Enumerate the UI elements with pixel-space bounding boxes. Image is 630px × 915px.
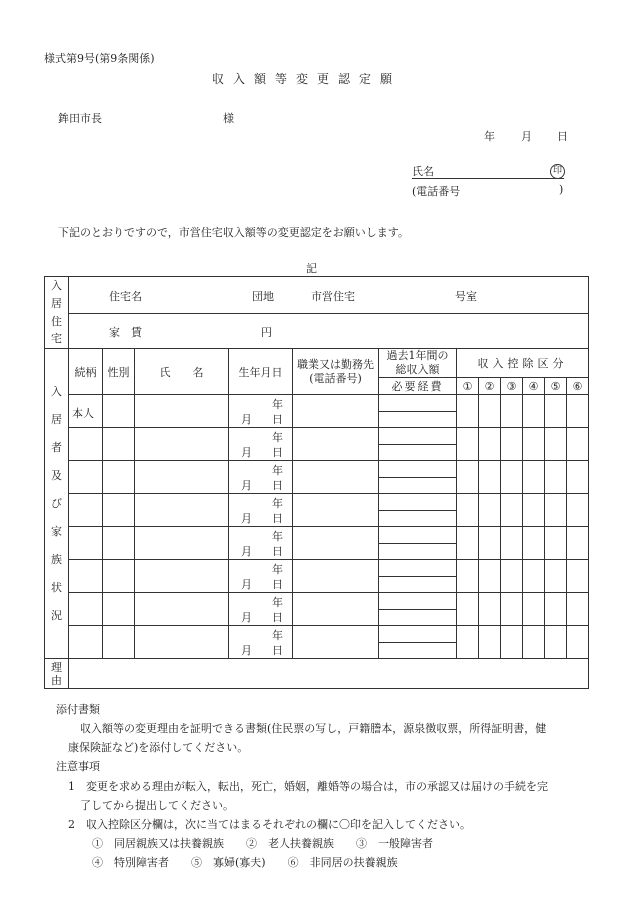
yen-label: 円 [261,326,272,339]
seal-icon: 印 [550,163,565,179]
expense-cell[interactable] [379,543,457,560]
deduction-cell[interactable] [479,461,501,494]
shiei-label: 市営住宅 [311,290,355,303]
room-label: 号室 [455,290,477,303]
name-cell[interactable] [135,527,229,560]
sex-cell[interactable] [103,527,135,560]
table-row [45,626,589,643]
house-name-label: 住宅名 [109,290,142,303]
deduction-cell[interactable] [567,395,589,428]
job-cell[interactable] [293,560,379,593]
name-cell[interactable] [135,560,229,593]
deduction-cell[interactable] [523,428,545,461]
deduction-cell[interactable] [567,560,589,593]
col-birth: 生年月日 [229,349,293,395]
job-cell[interactable] [293,461,379,494]
ki-label: 記 [306,262,317,275]
form-number: 様式第9号(第9条関係) [44,52,155,65]
sex-cell[interactable] [103,560,135,593]
phone-close: ) [559,183,564,196]
reason-label: 理由 [45,659,69,689]
name-cell[interactable] [135,626,229,659]
table-row [45,395,589,412]
sex-cell[interactable] [103,395,135,428]
relation-cell[interactable] [69,461,103,494]
name-cell[interactable] [135,461,229,494]
job-cell[interactable] [293,428,379,461]
income-cell[interactable] [379,560,457,577]
application-table [44,276,589,689]
residence-section-label: 入居住宅 [45,277,69,349]
deduction-cell[interactable] [479,593,501,626]
date-year: 年 [484,130,495,143]
sex-cell[interactable] [103,593,135,626]
applicant-name-field[interactable] [412,163,564,179]
name-cell[interactable] [135,593,229,626]
table-row [45,527,589,544]
name-cell[interactable] [135,428,229,461]
deduction-cell[interactable] [523,395,545,428]
expense-cell[interactable] [379,576,457,593]
deduction-cell[interactable] [457,395,479,428]
attach-heading: 添付書類 [56,703,100,716]
rent-label: 家 賃 [109,326,142,339]
col-job: 職業又は勤務先 (電話番号) [293,349,379,395]
form-title: 収入額等変更認定願 [212,72,402,86]
job-cell[interactable] [293,527,379,560]
deduction-cell[interactable] [567,461,589,494]
deduction-cell[interactable] [457,593,479,626]
relation-cell[interactable] [69,626,103,659]
caution-1a: 1 変更を求める理由が転入，転出，死亡，婚姻，離婚等の場合は，市の承認又は届けの手続を完 [68,780,548,793]
deduction-cell[interactable] [545,626,567,659]
deduction-col-6: ⑥ [567,378,589,395]
income-cell[interactable] [379,494,457,511]
deduction-cell[interactable] [501,527,523,560]
deduction-cell[interactable] [567,626,589,659]
phone-label: (電話番号 [412,185,461,198]
deduction-cell[interactable] [523,626,545,659]
birth-cell[interactable]: 年 月 日 [229,461,293,494]
deduction-col-5: ⑤ [545,378,567,395]
col-income: 過去1年間の 総収入額 [379,349,457,378]
house-name-cell[interactable] [69,277,589,314]
deduction-cell[interactable] [501,626,523,659]
deduction-cell[interactable] [545,395,567,428]
birth-cell[interactable]: 年 月 日 [229,593,293,626]
caution-2: 2 収入控除区分欄は，次に当てはまるそれぞれの欄に〇印を記入してください。 [68,818,471,831]
deduction-cell[interactable] [479,494,501,527]
job-cell[interactable] [293,593,379,626]
name-cell[interactable] [135,494,229,527]
deduction-cell[interactable] [567,494,589,527]
addressee-suffix: 様 [223,112,234,125]
deduction-cell[interactable] [523,560,545,593]
family-section-label: 入居者及び家族状況 [45,349,69,659]
deduction-cell[interactable] [567,428,589,461]
name-cell[interactable] [135,395,229,428]
deduction-cell[interactable] [479,560,501,593]
deduction-cell[interactable] [545,461,567,494]
relation-cell[interactable] [69,494,103,527]
expense-cell[interactable] [379,444,457,461]
deduction-cell[interactable] [457,428,479,461]
expense-cell[interactable] [379,609,457,626]
sex-cell[interactable] [103,626,135,659]
col-name: 氏 名 [135,349,229,395]
deduction-cell[interactable] [501,428,523,461]
deduction-col-4: ④ [523,378,545,395]
deduction-cell[interactable] [545,428,567,461]
date-day: 日 [557,130,568,143]
deduction-cell[interactable] [501,494,523,527]
deduction-cell[interactable] [545,593,567,626]
reason-field[interactable] [69,659,589,689]
deduction-cell[interactable] [501,395,523,428]
sex-cell[interactable] [103,494,135,527]
deduction-cell[interactable] [501,461,523,494]
deduction-col-1: ① [457,378,479,395]
deduction-cell[interactable] [545,560,567,593]
rent-cell[interactable] [69,314,589,349]
deduction-cell[interactable] [479,428,501,461]
deduction-cell[interactable] [523,461,545,494]
income-cell[interactable] [379,428,457,445]
income-cell[interactable] [379,593,457,610]
deduction-cell[interactable] [501,593,523,626]
birth-cell[interactable]: 年 月 日 [229,626,293,659]
deduction-legend-2: ④ 特別障害者 ⑤ 寡婦(寡夫) ⑥ 非同居の扶養親族 [92,856,398,869]
deduction-cell[interactable] [479,527,501,560]
birth-cell[interactable]: 年 月 日 [229,428,293,461]
deduction-cell[interactable] [457,527,479,560]
date-month: 月 [521,130,532,143]
relation-cell[interactable] [69,428,103,461]
sex-cell[interactable] [103,461,135,494]
deduction-legend-1: ① 同居親族又は扶養親族 ② 老人扶養親族 ③ 一般障害者 [92,837,433,850]
expense-cell[interactable] [379,642,457,659]
caution-heading: 注意事項 [56,760,100,773]
income-cell[interactable] [379,461,457,478]
attach-text-1: 収入額等の変更理由を証明できる書類(住民票の写し，戸籍謄本，源泉徴収票，所得証明書，健 [80,722,547,735]
income-cell[interactable] [379,395,457,412]
col-expense: 必要経費 [379,378,457,395]
addressee: 鉾田市長 [58,112,102,125]
deduction-col-2: ② [479,378,501,395]
col-relation: 続柄 [69,349,103,395]
deduction-cell[interactable] [457,494,479,527]
deduction-cell[interactable] [501,560,523,593]
birth-cell[interactable]: 年 月 日 [229,494,293,527]
table-row [45,494,589,511]
relation-cell[interactable]: 本人 [69,395,103,428]
deduction-cell[interactable] [479,626,501,659]
deduction-cell[interactable] [457,560,479,593]
table-row [45,428,589,445]
relation-cell[interactable] [69,527,103,560]
deduction-cell[interactable] [545,527,567,560]
col-deduction: 収入控除区分 [457,349,589,378]
income-cell[interactable] [379,626,457,643]
caution-1b: 了してから提出してください。 [80,799,234,812]
attach-text-2: 康保険証など)を添付してください。 [68,741,249,754]
deduction-cell[interactable] [457,626,479,659]
name-label: 氏名 [412,165,434,178]
deduction-cell[interactable] [567,527,589,560]
deduction-cell[interactable] [523,593,545,626]
expense-cell[interactable] [379,477,457,494]
table-row [45,560,589,577]
deduction-col-3: ③ [501,378,523,395]
deduction-cell[interactable] [523,527,545,560]
deduction-cell[interactable] [479,395,501,428]
birth-cell[interactable]: 年 月 日 [229,560,293,593]
intro-text: 下記のとおりですので，市営住宅収入額等の変更認定をお願いします。 [58,226,409,239]
deduction-cell[interactable] [523,494,545,527]
expense-cell[interactable] [379,510,457,527]
job-cell[interactable] [293,494,379,527]
danchi-label: 団地 [252,290,274,303]
birth-cell[interactable]: 年 月 日 [229,527,293,560]
expense-cell[interactable] [379,411,457,428]
job-cell[interactable] [293,626,379,659]
birth-cell[interactable]: 年 月 日 [229,395,293,428]
deduction-cell[interactable] [545,494,567,527]
deduction-cell[interactable] [457,461,479,494]
table-row [45,461,589,478]
col-sex: 性別 [103,349,135,395]
income-cell[interactable] [379,527,457,544]
relation-cell[interactable] [69,560,103,593]
job-cell[interactable] [293,395,379,428]
relation-cell[interactable] [69,593,103,626]
table-row [45,593,589,610]
sex-cell[interactable] [103,428,135,461]
deduction-cell[interactable] [567,593,589,626]
